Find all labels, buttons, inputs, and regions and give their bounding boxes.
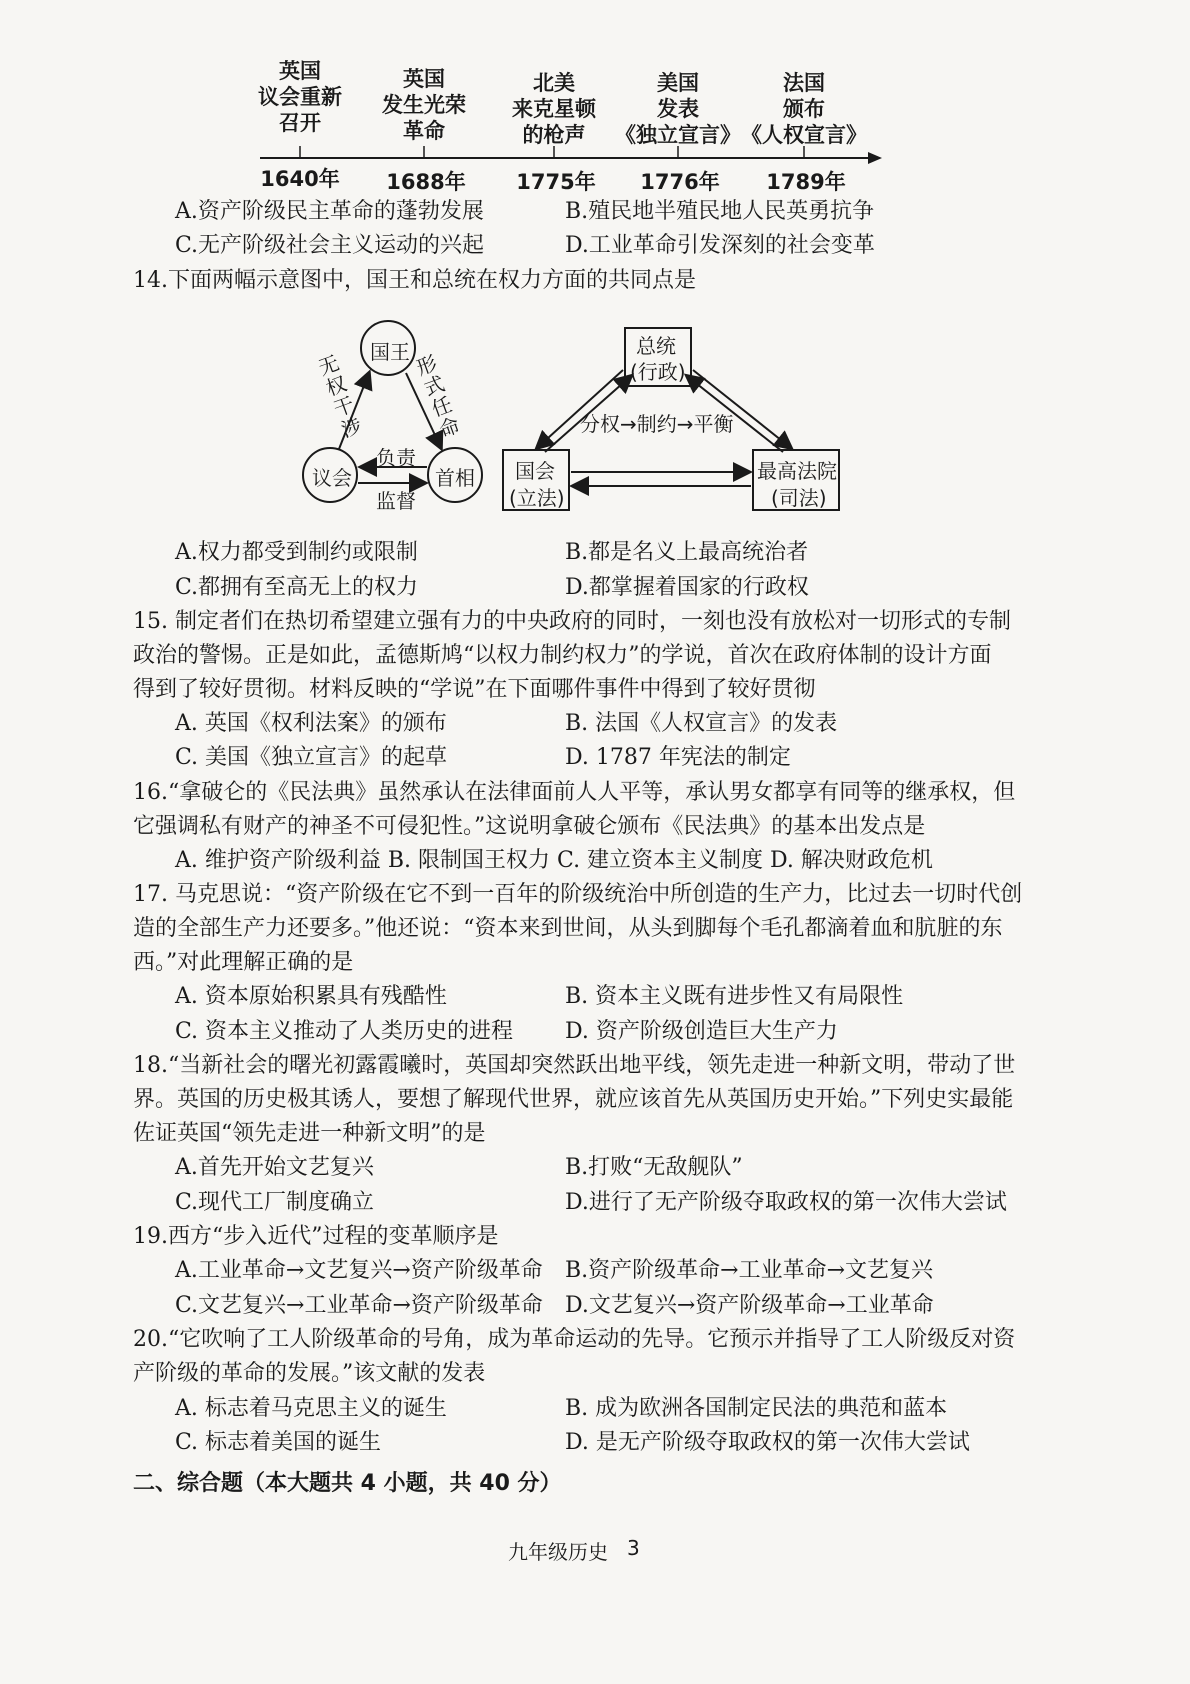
page-number: 3: [627, 1536, 640, 1560]
option: D. 资产阶级创造巨大生产力: [565, 1019, 838, 1044]
question-stem: 18.“当新社会的曙光初露霞曦时，英国却突然跃出地平线，领先走进一种新文明，带动了世: [133, 1053, 1016, 1078]
option: B. 法国《人权宣言》的发表: [565, 711, 838, 736]
section-heading: 二、综合题（本大题共 4 小题，共 40 分）: [133, 1471, 562, 1496]
timeline-event-label: 英国 发生光荣 革命: [382, 67, 466, 143]
question-stem: 20.“它吹响了工人阶级革命的号角，成为革命运动的先导。它预示并指导了工人阶级反对资: [133, 1327, 1016, 1352]
timeline-year: 1688年: [386, 170, 466, 194]
edge-label-formal-appointment: 形式任命: [413, 350, 463, 443]
option: B.打败“无敌舰队”: [565, 1155, 743, 1180]
congress-label: 国会: [515, 459, 555, 483]
question-stem: 16.“拿破仑的《民法典》虽然承认在法律面前人人平等，承认男女都享有同等的继承权，但: [133, 780, 1016, 805]
pm-label: 首相: [435, 466, 475, 490]
question-stem: 造的全部生产力还要多。”他还说：“资本来到世间，从头到脚每个毛孔都滴着血和肮脏的东: [133, 916, 1003, 941]
congress-role: (立法): [509, 486, 565, 510]
timeline-event-label: 美国 发表 《独立宣言》: [615, 71, 741, 147]
court-role: (司法): [771, 486, 827, 510]
edge-label-responsible: 负责: [376, 446, 416, 470]
option: D. 是无产阶级夺取政权的第一次伟大尝试: [565, 1430, 970, 1455]
timeline-year: 1789年: [766, 170, 846, 194]
question-stem: 西。”对此理解正确的是: [133, 950, 354, 975]
option: D.工业革命引发深刻的社会变革: [565, 233, 875, 258]
timeline-year: 1775年: [516, 170, 596, 194]
question-stem: 它强调私有财产的神圣不可侵犯性。”这说明拿破仑颁布《民法典》的基本出发点是: [133, 814, 926, 839]
option: A.工业革命→文艺复兴→资产阶级革命: [175, 1258, 543, 1283]
timeline-event-label: 北美 来克星顿 的枪声: [512, 71, 596, 147]
option: C.都拥有至高无上的权力: [175, 575, 419, 600]
option: A.资产阶级民主革命的蓬勃发展: [175, 199, 484, 224]
option: D.文艺复兴→资产阶级革命→工业革命: [565, 1293, 934, 1318]
option: B.殖民地半殖民地人民英勇抗争: [565, 199, 875, 224]
king-label: 国王: [370, 340, 410, 364]
option: D. 1787 年宪法的制定: [565, 745, 791, 770]
option: B. 资本主义既有进步性又有局限性: [565, 984, 904, 1009]
question-stem: 产阶级的革命的发展。”该文献的发表: [133, 1361, 486, 1386]
option: D.进行了无产阶级夺取政权的第一次伟大尝试: [565, 1190, 1007, 1215]
option: C. 美国《独立宣言》的起草: [175, 745, 448, 770]
balance-label: 分权→制约→平衡: [580, 412, 734, 436]
question-stem: 15. 制定者们在热切希望建立强有力的中央政府的同时，一刻也没有放松对一切形式的专制: [133, 609, 1011, 634]
question-stem: 界。英国的历史极其诱人，要想了解现代世界，就应该首先从英国历史开始。”下列史实最能: [133, 1087, 1014, 1112]
option: C.文艺复兴→工业革命→资产阶级革命: [175, 1293, 543, 1318]
option: C.无产阶级社会主义运动的兴起: [175, 233, 485, 258]
timeline-arrow-icon: [868, 152, 882, 164]
question-stem: 佐证英国“领先走进一种新文明”的是: [133, 1121, 486, 1146]
president-role: (行政): [630, 360, 686, 384]
edge-label-no-interference: 无权干涉: [315, 350, 365, 443]
timeline-year: 1640年: [260, 167, 340, 191]
option: B. 成为欧洲各国制定民法的典范和蓝本: [565, 1396, 948, 1421]
option: C. 资本主义推动了人类历史的进程: [175, 1019, 514, 1044]
question-stem: 政治的警惕。正是如此，孟德斯鸠“以权力制约权力”的学说，首次在政府体制的设计方面: [133, 643, 992, 668]
question-stem: 得到了较好贯彻。材料反映的“学说”在下面哪件事件中得到了较好贯彻: [133, 677, 816, 702]
option: A. 英国《权利法案》的颁布: [175, 711, 447, 736]
option: A. 标志着马克思主义的诞生: [175, 1396, 447, 1421]
option: B.都是名义上最高统治者: [565, 540, 809, 565]
timeline-event-label: 法国 颁布 《人权宣言》: [741, 71, 867, 147]
option: A.首先开始文艺复兴: [175, 1155, 374, 1180]
option: C.现代工厂制度确立: [175, 1190, 375, 1215]
timeline-event-label: 英国 议会重新 召开: [258, 59, 342, 135]
option: D.都掌握着国家的行政权: [565, 575, 809, 600]
court-label: 最高法院: [757, 459, 837, 483]
question-stem: 17. 马克思说：“资产阶级在它不到一百年的阶级统治中所创造的生产力，比过去一切时代创: [133, 882, 1023, 907]
timeline-year: 1776年: [640, 170, 720, 194]
footer-subject: 九年级历史: [508, 1540, 608, 1564]
edge-label-supervise: 监督: [376, 489, 416, 513]
option: B.资产阶级革命→工业革命→文艺复兴: [565, 1258, 934, 1283]
option: C. 标志着美国的诞生: [175, 1430, 382, 1455]
option: A. 资本原始积累具有残酷性: [175, 984, 447, 1009]
options-line: A. 维护资产阶级利益 B. 限制国王权力 C. 建立资本主义制度 D. 解决财政危机: [175, 848, 933, 873]
parliament-label: 议会: [312, 466, 352, 490]
president-label: 总统: [636, 334, 676, 358]
question-stem: 14.下面两幅示意图中，国王和总统在权力方面的共同点是: [133, 268, 696, 293]
question-stem: 19.西方“步入近代”过程的变革顺序是: [133, 1224, 499, 1249]
option: A.权力都受到制约或限制: [175, 540, 418, 565]
